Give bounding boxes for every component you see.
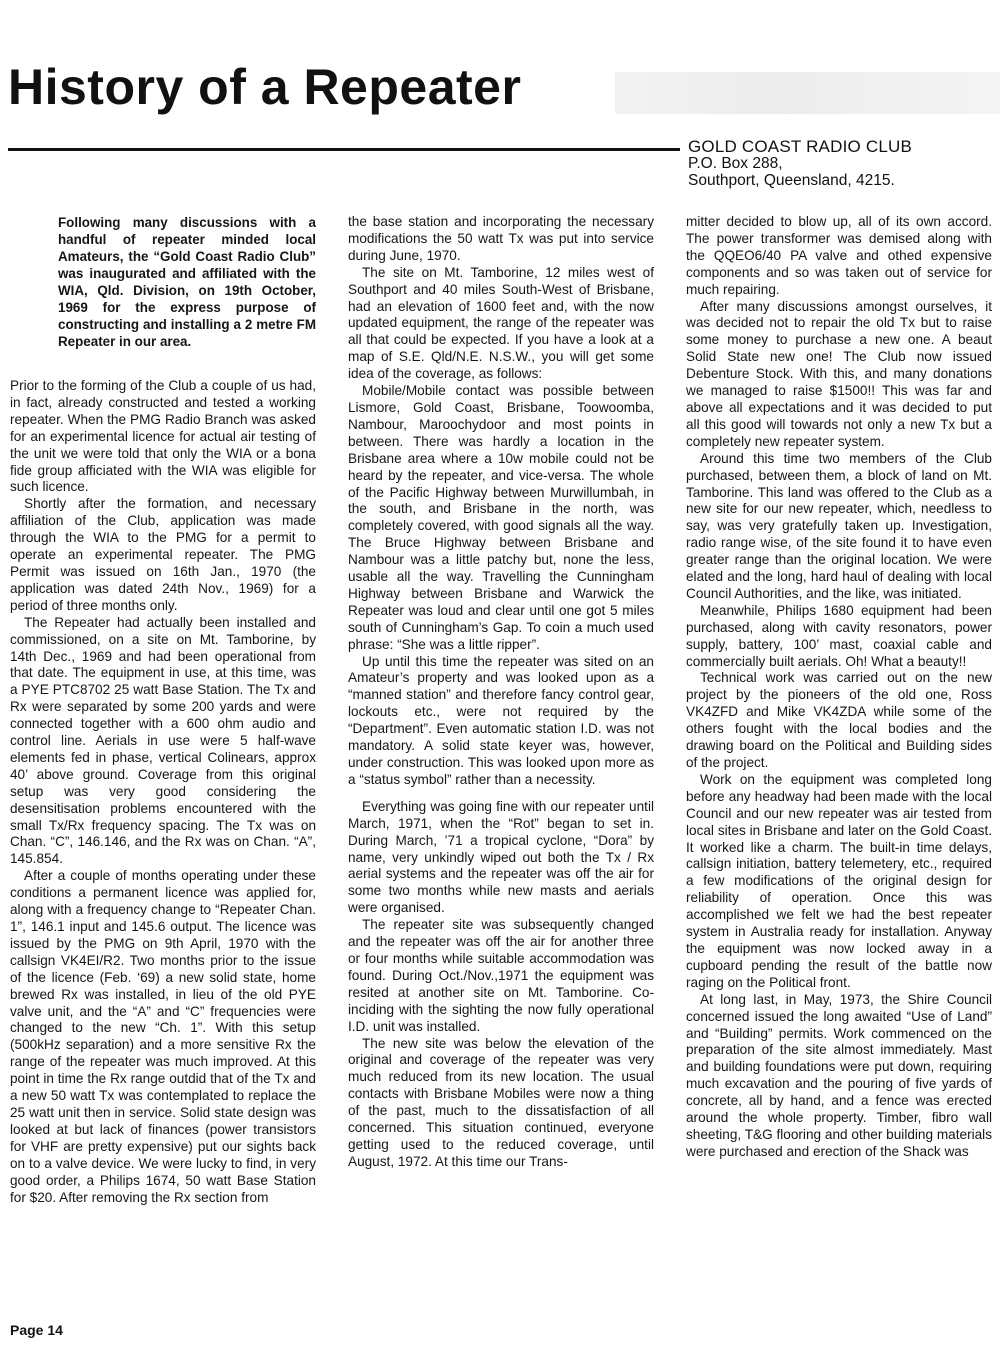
faded-print-bleed bbox=[615, 72, 1000, 114]
paragraph: Prior to the forming of the Club a couple of us had, in fact, already constructed and tested a working repeater. When the PMG Radio Branch was asked for an experimental licence for actual air testing of the unit we were told that only the WIA or a bona fide group afficiated with the WIA was eligible for such licence. bbox=[10, 378, 316, 495]
paragraph: Technical work was carried out on the new project by the pioneers of the old one, Ross VK4ZFD and Mike VK4ZDA while some of the others fought with the local bodies and the drawing board on the Political and Building sides of the project. bbox=[686, 670, 992, 770]
column-3 bbox=[686, 214, 992, 1161]
paragraph: Work on the equipment was completed long before any headway had been made with the local Council and our new repeater was air tested from local sites in Brisbane and later on the Gold Coast. It worked like a charm. The built-in time delays, callsign initiation, battery telemetery, etc., required a few modifications of the original design for reliability of operation. Once this was accomplished we felt we had the best repeater system in Australia ready for installation. Anyway the equipment was now locked away in a cupboard pending the result of the battle now raging on the Political front. bbox=[686, 771, 992, 990]
column-1 bbox=[10, 214, 316, 1206]
source-box: P.O. Box 288, bbox=[688, 155, 783, 172]
paragraph: After a couple of months operating under these conditions a permanent licence was applied for, along with a frequency change to “Repeater Chan. 1”, 146.1 input and 145.6 output. The licence was issued by the PMG on 9th April, 1970 with the callsign VK4EI/R2. Two months prior to the issue of the licence (Feb. ‘69) a new solid state, home brewed Rx was installed, in lieu of the old PYE valve unit, and the “A” and “C” frequencies were changed to the new “Ch. 1”. With this setup (500kHz separation) and a more sensitive Rx the range of the repeater was much improved. At this point in time the Rx range outdid that of the Tx and a new 50 watt Tx was contemplated to replace the 25 watt unit then in service. Solid state design was looked at but lack of finances (power transistors for VHF are pretty expensive) put our sights back on to a valve device. We were lucky to find, in very good order, a Philips 1674, 50 watt Base Station for $20. After removing the Rx section from bbox=[10, 868, 316, 1205]
column-2 bbox=[348, 214, 654, 1171]
paragraph: The site on Mt. Tamborine, 12 miles west of Southport and 40 miles South-West of Brisbane, had an elevation of 1600 feet and, with the now updated equipment, the range of the repeater was all that could be expected. If you have a look at a map of S.E. Qld/N.E. N.S.W., you will get some idea of the coverage, as follows: bbox=[348, 264, 654, 382]
paragraph: Mobile/Mobile contact was possible between Lismore, Gold Coast, Brisbane, Toowoomba, Nambour, Maroochydoor and most points in between. There was hardly a location in the Brisbane area where a 10w mobile could not be heard by the repeater, and vice-versa. The whole of the Pacific Highway between Murwillumbah, in the south, and Brisbane in the north, was completely covered, with good signals all the way. The Bruce Highway between Brisbane and Nambour was a little patchy but, none the less, usable all the way. Travelling the Cunningham Highway between Brisbane and Warwick the Repeater was loud and clear until one got 5 miles south of Cunningham’s Gap. To coin a much used phrase: “She was a little ripper”. bbox=[348, 383, 654, 652]
paragraph: At long last, in May, 1973, the Shire Council concerned issued the long awaited “Use of Land” and “Building” permits. Work commenced on the preparation of the site almost immediately. Mast and building foundations were put down, requiring much excavation and the pouring of five yards of concrete, all by hand, and a fence was erected around the whole property. Timber, fibro wall sheeting, T&G flooring and other building materials were purchased and erection of the Shack was bbox=[686, 991, 992, 1159]
article-title: History of a Repeater bbox=[8, 59, 522, 115]
intro-paragraph: Following many discussions with a handful of repeater minded local Amateurs, the “Gold Coast Radio Club” was inaugurated and affiliated with the WIA, Qld. Division, on 19th October, 1969 for the express purpose of constructing and installing a 2 metre FM Repeater in our area. bbox=[58, 215, 316, 349]
paragraph: Meanwhile, Philips 1680 equipment had been purchased, along with cavity resonators, power supply, battery, 100’ mast, coaxial cable and commercially built aerials. Oh! What a beauty!! bbox=[686, 602, 992, 669]
paragraph: The Repeater had actually been installed and commissioned, on a site on Mt. Tamborine, by 14th Dec., 1969 and had been operational from that date. The equipment in use, at this time, was a PYE PTC8702 25 watt Base Station. The Tx and Rx were separated by some 200 yards and were connected together with a 600 ohm audio and control line. Aerials in use were 5 half-wave elements fed in phase, vertical Colinears, approx 40’ above ground. Coverage from this original setup was very good considering the desensitisation problems encountered with the small Tx/Rx frequency spacing. The Tx was on Chan. “C”, 146.146, and the Rx was on Chan. “A”, 145.854. bbox=[10, 614, 316, 867]
paragraph: The repeater site was subsequently changed and the repeater was off the air for another three or four months while suitable accommodation was found. During Oct./Nov.,1971 the equipment was resited at another site on Mt. Tamborine. Co-inciding with the sighting the now fully operational I.D. unit was installed. bbox=[348, 917, 654, 1034]
paragraph: mitter decided to blow up, all of its own accord. The power transformer was demised along with the QQEO6/40 PA valve and othed expensive components and so was taken out of service for much repairing. bbox=[686, 214, 992, 297]
source-address: Southport, Queensland, 4215. bbox=[688, 172, 895, 189]
paragraph: the base station and incorporating the necessary modifications the 50 watt Tx was put into service during June, 1970. bbox=[348, 214, 654, 263]
title-rule bbox=[8, 148, 680, 151]
paragraph: After many discussions amongst ourselves, it was decided not to repair the old Tx but to raise some money to purchase a new one. A beaut Solid State new one! The Club now issued Debenture Stock. With this, and many donations we managed to raise $1500!! This was far and above all expectations and it was decided to put all this good will towards not only a new Tx but a completely new repeater system. bbox=[686, 298, 992, 449]
paragraph: Shortly after the formation, and necessary affiliation of the Club, application was made through the WIA to the PMG for a permit to operate an experimental repeater. The PMG Permit was issued on 16th Jan., 1970 (the application was dated 24th Nov., 1969) for a period of three months only. bbox=[10, 496, 316, 613]
paragraph: Everything was going fine with our repeater until March, 1971, when the “Rot” began to set in. During March, ’71 a tropical cyclone, “Dora” by name, very unkindly wiped out both the Tx / Rx aerial systems and the repeater was off the air for some two months while new masts and aerials were organised. bbox=[348, 798, 654, 916]
paragraph: Up until this time the repeater was sited on an Amateur’s property and was looked upon as a “manned station” and therefore fancy control gear, lockouts etc., were not required by the “Department”. Even automatic station I.D. was not mandatory. A solid state keyer was, however, under construction. This was looked upon more as a “status symbol” rather than a necessity. bbox=[348, 653, 654, 787]
page-number: Page 14 bbox=[10, 1322, 63, 1338]
source-block bbox=[688, 138, 912, 189]
paragraph: Around this time two members of the Club purchased, between them, a block of land on Mt. Tamborine. This land was offered to the Club as a new site for our new repeater, which, needless to say, was very gratefully taken up. Investigation, radio range wise, of the site found it to have even greater range than the original location. We were elated and the long, hard haul of dealing with local Council Authorities, and the like, was initiated. bbox=[686, 450, 992, 601]
source-club: GOLD COAST RADIO CLUB bbox=[688, 137, 912, 156]
paragraph: The new site was below the elevation of the original and coverage of the repeater was very much reduced from its new location. The usual contacts with Brisbane Mobiles were now a thing of the past, much to the dissatisfaction of all concerned. This situation continued, everyone getting used to the reduced coverage, until August, 1972. At this time our Trans- bbox=[348, 1035, 654, 1169]
